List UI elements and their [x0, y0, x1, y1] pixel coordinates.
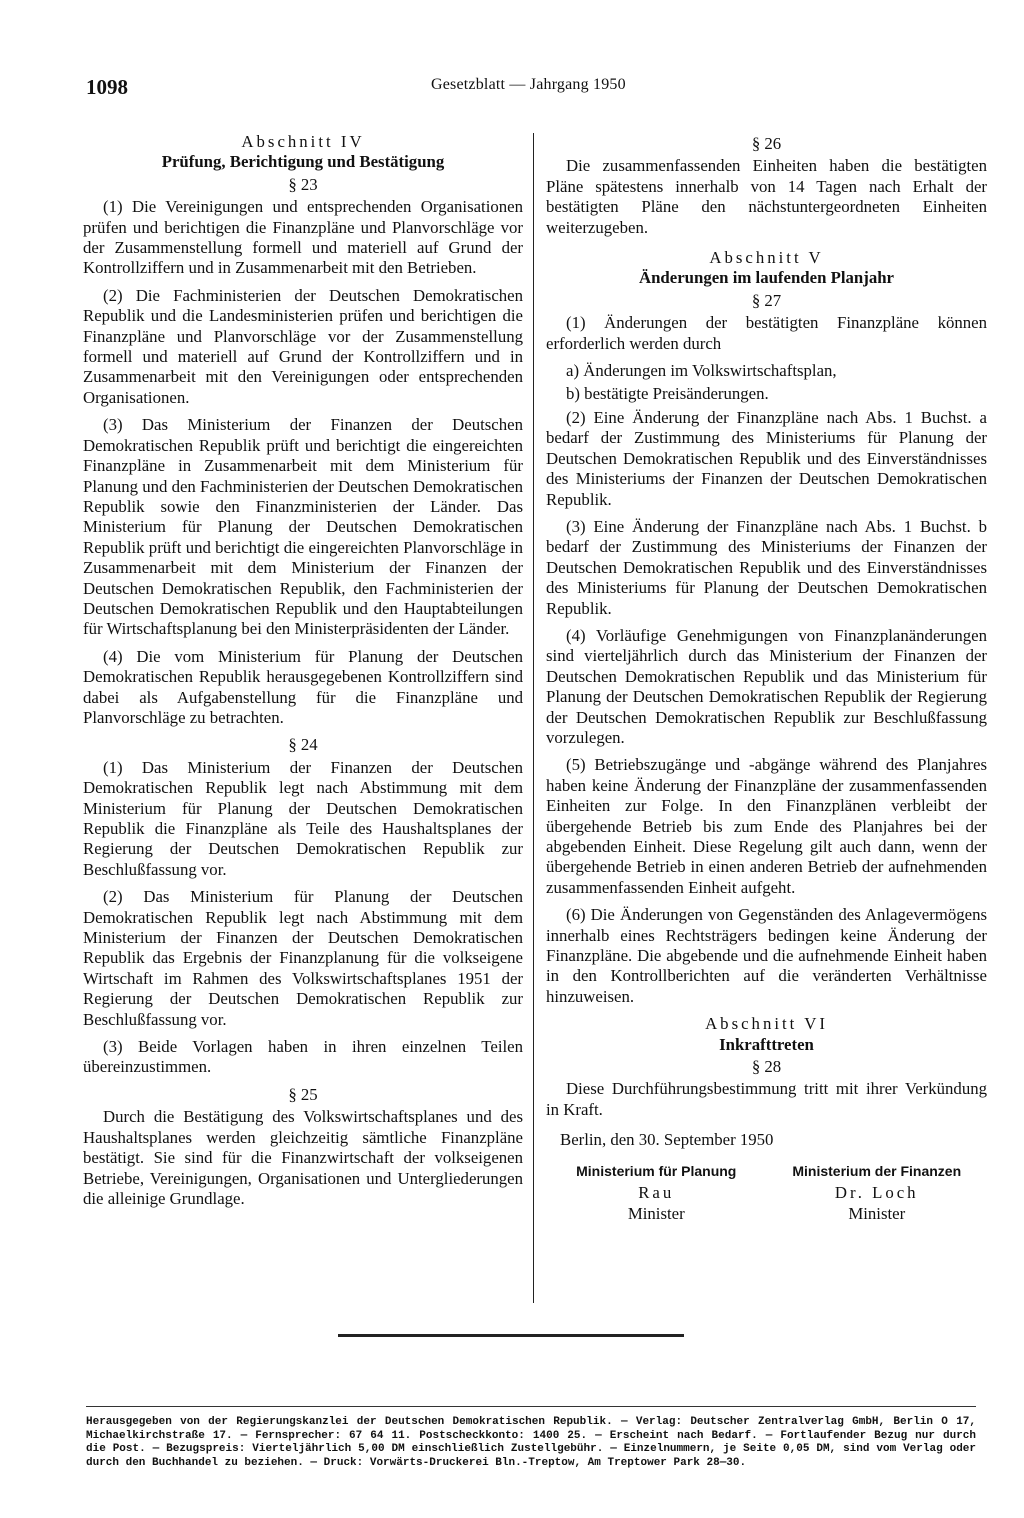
signature-role: Minister	[627, 1203, 685, 1223]
page-number: 1098	[86, 75, 128, 99]
right-column	[546, 132, 987, 1224]
section-23-paragraph-3: (3) Das Ministerium der Finanzen der Deutschen Demokratischen Republik prüft und berichtigt die eingereichten Finanzpläne in Zusammenarbeit mit dem Ministerium für Planung und den Fachministerien der Deutschen Demokratischen Republik sowie den Finanzministerien der Länder. Das Ministerium für Planung der Deutschen Demokratischen Republik prüft und berichtigt die eingereichten Planvorschläge in Zusammenarbeit mit dem Ministerium der Finanzen der Deutschen Demokratischen Republik, den Fachministerien der Deutschen Demokratischen Republik und den Hauptabteilungen für Wirtschaftsplanung bei den Ministerpräsidenten der Länder.	[83, 415, 523, 639]
impressum-rule	[86, 1406, 976, 1407]
section-23-paragraph-4: (4) Die vom Ministerium für Planung der Deutschen Demokratischen Republik herausgegebenen Kontrollziffern sind dabei als Aufgabenstellung für die Finanzpläne und Planvorschläge zu betrachten.	[83, 646, 523, 727]
section-26-heading: § 26	[751, 134, 782, 153]
abschnitt-iv-label: Abschnitt IV	[241, 132, 365, 151]
place-and-date: Berlin, den 30. September 1950	[560, 1130, 774, 1150]
section-28-heading: § 28	[751, 1057, 782, 1077]
section-25-paragraph-1: Durch die Bestätigung des Volkswirtschaftsplanes und des Haushaltsplanes werden gleichzeitig sämtliche Finanzpläne bestätigt. Sie sind für die Finanzwirtschaft der volkseigenen Betriebe, Vereinigungen, Organisationen und Untergliederungen die alleinige Grundlage.	[83, 1107, 523, 1208]
signature-name: Dr. Loch	[834, 1183, 919, 1203]
signature-planning	[546, 1161, 767, 1224]
section-26-paragraph-1: Die zusammenfassenden Einheiten haben die bestätigten Pläne spätestens innerhalb von 14 Tagen nach Erhalt der bestätigten Pläne den nächstuntergeordneten Einheiten weiterzugeben.	[546, 156, 987, 237]
section-24-paragraph-2: (2) Das Ministerium für Planung der Deutschen Demokratischen Republik legt nach Abstimmung mit dem Ministerium der Finanzen der Deutschen Demokratischen Republik das Ergebnis der Finanzplanung für die volkseigene Wirtschaft im Rahmen des Volkswirtschaftsplanes 1951 der Regierung der Deutschen Demokratischen Republik zur Beschlußfassung vor.	[83, 887, 523, 1029]
impressum: Herausgegeben von der Regierungskanzlei der Deutschen Demokratischen Republik. — Verlag: Deutscher Zentralverlag GmbH, Berlin O 17, Michaelkirchstraße 17. — Fernsprecher: 67 64 11. Postscheckkonto: 1400 25. — Erscheint nach Bedarf. — Fortlaufender Bezug nur durch die Post. — Bezugspreis: Vierteljährlich 5,00 DM einschließlich Zustellgebühr. — Einzelnummern, je Seite 0,05 DM, sind vom Verlag oder durch den Buchhandel zu beziehen. — Druck: Vorwärts-Druckerei Bln.-Treptow, Am Treptower Park 28—30.	[86, 1416, 976, 1469]
section-27-item-b: b) bestätigte Preisänderungen.	[566, 384, 769, 404]
section-24-paragraph-1: (1) Das Ministerium der Finanzen der Deutschen Demokratischen Republik legt nach Abstimmung mit dem Ministerium für Planung der Deutschen Demokratischen Republik die Finanzpläne als Teile des Haushaltsplanes der Regierung der Deutschen Demokratischen Republik zur Beschlußfassung vor.	[83, 757, 523, 879]
section-23-paragraph-1: (1) Die Vereinigungen und entsprechenden Organisationen prüfen und berichtigen die Finanzpläne und Planvorschläge vor der Zusammenstellung formell und materiell auf Grund der Kontrollziffern und in Zusammenarbeit mit den Betrieben.	[83, 197, 523, 278]
column-divider	[533, 133, 534, 1303]
left-column	[83, 132, 523, 1216]
section-24-paragraph-3: (3) Beide Vorlagen haben in ihren einzelnen Teilen übereinzustimmen.	[83, 1037, 523, 1077]
section-24-heading: § 24	[288, 735, 318, 755]
section-28-paragraph-1: Diese Durchführungsbestimmung tritt mit ihrer Verkündung in Kraft.	[546, 1079, 987, 1119]
section-27-paragraph-2: (2) Eine Änderung der Finanzpläne nach Abs. 1 Buchst. a bedarf der Zustimmung des Ministeriums für Planung der Deutschen Demokratischen Republik und des Einverständnisses des Ministeriums der Finanzen der Deutschen Demokratischen Republik.	[546, 407, 987, 509]
gazette-title: Gesetzblatt — Jahrgang 1950	[431, 76, 626, 93]
section-27-paragraph-6: (6) Die Änderungen von Gegenständen des Anlagevermögens innerhalb eines Rechtsträgers bedingen keine Änderung der Finanzpläne. Die abgebende und die aufnehmende Einheit haben in den Kontrollberichten auf die veränderten Verhältnisse hinzuweisen.	[546, 905, 987, 1006]
section-25-heading: § 25	[288, 1084, 318, 1104]
section-27-paragraph-1: (1) Änderungen der bestätigten Finanzpläne können erforderlich werden durch	[546, 313, 987, 353]
signature-block	[546, 1161, 987, 1224]
signature-finance	[767, 1161, 988, 1224]
section-27-paragraph-4: (4) Vorläufige Genehmigungen von Finanzplanänderungen sind vierteljährlich durch das Ministerium der Finanzen der Deutschen Demokratischen Republik und das Ministerium für Planung der Deutschen Demokratischen Republik der Regierung der Deutschen Demokratischen Republik zur Beschlußfassung vorzulegen.	[546, 625, 987, 747]
abschnitt-v-title: Änderungen im laufenden Planjahr	[638, 268, 894, 288]
section-27-item-a: a) Änderungen im Volkswirtschaftsplan,	[566, 361, 837, 381]
closing-rule	[338, 1334, 684, 1337]
signature-role: Minister	[848, 1203, 906, 1223]
section-27-paragraph-5: (5) Betriebszugänge und -abgänge während des Planjahres haben keine Änderung der Finanzpläne der zusammenfassenden Einheiten zur Folge. In den Finanzplänen verbleibt der übergehende Betrieb bis zum Ende des Planjahres bei der abgebenden Einheit. Diese Regelung gilt auch dann, wenn der übergehende Betrieb in einen anderen Betrieb der aufnehmenden zusammenfassenden Einheit aufgeht.	[546, 755, 987, 897]
abschnitt-vi-title: Inkrafttreten	[719, 1034, 814, 1054]
signature-org: Ministerium der Finanzen	[792, 1162, 962, 1179]
section-27-heading: § 27	[751, 290, 782, 310]
abschnitt-vi-label: Abschnitt VI	[705, 1014, 828, 1034]
abschnitt-iv-title: Prüfung, Berichtigung und Bestätigung	[161, 152, 445, 172]
signature-name: Rau	[638, 1183, 675, 1203]
signature-org: Ministerium für Planung	[576, 1162, 737, 1179]
section-23-paragraph-2: (2) Die Fachministerien der Deutschen Demokratischen Republik und die Landesministerien prüfen und berichtigen die Finanzpläne und Planvorschläge vor der Zusammenstellung formell und materiell auf Grund der Kontrollziffern und in Zusammenarbeit mit den Vereinigungen oder entsprechenden Organisationen.	[83, 285, 523, 407]
section-27-paragraph-3: (3) Eine Änderung der Finanzpläne nach Abs. 1 Buchst. b bedarf der Zustimmung des Ministeriums der Finanzen der Deutschen Demokratischen Republik und des Einverständnisses des Ministeriums für Planung der Deutschen Demokratischen Republik.	[546, 516, 987, 618]
section-23-heading: § 23	[288, 174, 318, 194]
abschnitt-v-label: Abschnitt V	[709, 248, 824, 268]
